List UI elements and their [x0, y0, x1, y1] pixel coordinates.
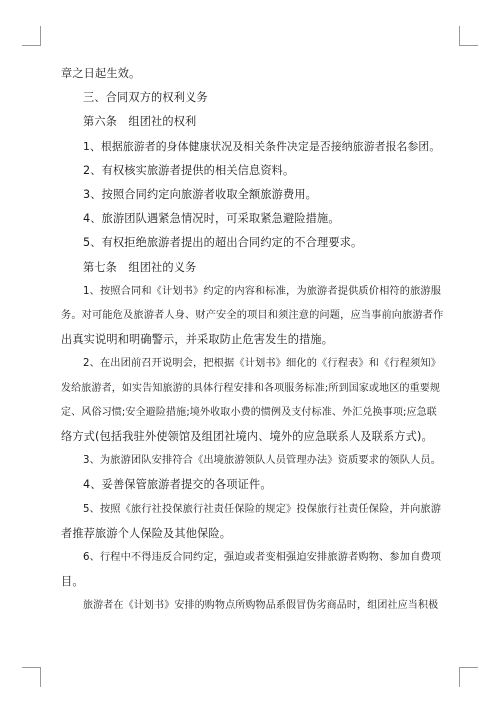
- document-body: [61, 62, 443, 619]
- crop-mark-top-right: [459, 26, 460, 46]
- paragraph-line: 旅游者在《计划书》安排的购物点所购物品系假冒伪劣商品时，组团社应当积极: [83, 600, 439, 612]
- paragraph-line: 1、根据旅游者的身体健康状况及相关条件决定是否接纳旅游者报名参团。: [83, 139, 441, 153]
- paragraph-line: 出真实说明和明确警示，并采取防止危害发生的措施。: [61, 333, 334, 347]
- paragraph-line: 2、在出团前召开说明会，把根据《计划书》细化的《行程表》和《行程须知》: [83, 358, 442, 370]
- paragraph-line: 三、合同双方的权利义务: [83, 91, 208, 105]
- paragraph-line: 务。对可能危及旅游者人身、财产安全的项目和须注意的问题，应当事前向旅游者作: [61, 310, 444, 322]
- crop-mark-bottom-right: [459, 667, 478, 668]
- paragraph-line: 4、妥善保管旅游者提交的各项证件。: [83, 478, 272, 492]
- paragraph-line: 第六条 组团社的权利: [83, 115, 197, 129]
- paragraph-line: 第七条 组团社的义务: [83, 260, 197, 274]
- paragraph-line: 定、风俗习惯;安全避险措施;境外收取小费的惯例及支付标准、外汇兑换事项;应急联: [61, 406, 437, 418]
- crop-mark-top-left: [40, 26, 41, 46]
- crop-mark-bottom-left: [22, 667, 41, 668]
- paragraph-line: 5、按照《旅行社投保旅行社责任保险的规定》投保旅行社责任保险，并向旅游: [83, 503, 442, 515]
- paragraph-line: 5、有权拒绝旅游者提出的超出合同约定的不合理要求。: [83, 236, 363, 250]
- crop-mark-top-left: [22, 45, 41, 46]
- crop-mark-top-right: [459, 45, 478, 46]
- paragraph-line: 2、有权核实旅游者提供的相关信息资料。: [83, 163, 295, 177]
- paragraph-line: 6、行程中不得违反合同约定，强迫或者变相强迫安排旅游者购物、参加自费项: [83, 552, 442, 564]
- paragraph-line: 3、按照合同约定向旅游者收取全额旅游费用。: [83, 188, 318, 202]
- paragraph-line: 目。: [61, 575, 84, 589]
- paragraph-line: 章之日起生效。: [61, 67, 141, 80]
- paragraph-line: 发给旅游者，如实告知旅游的具体行程安排和各项服务标准;所到国家或地区的重要规: [61, 382, 441, 394]
- paragraph-line: 3、为旅游团队安排符合《出境旅游领队人员管理办法》资质要求的领队人员。: [83, 455, 442, 467]
- paragraph-line: 4、旅游团队遇紧急情况时，可采取紧急避险措施。: [83, 212, 340, 226]
- paragraph-line: 者推荐旅游个人保险及其他保险。: [61, 526, 232, 540]
- paragraph-line: 1、按照合同和《计划书》约定的内容和标准，为旅游者提供质价相符的旅游服: [83, 285, 442, 297]
- crop-mark-bottom-right: [459, 667, 460, 687]
- paragraph-line: 络方式(包括我驻外使领馆及组团社境内、境外的应急联系人及联系方式)。: [61, 430, 433, 444]
- crop-mark-bottom-left: [40, 667, 41, 687]
